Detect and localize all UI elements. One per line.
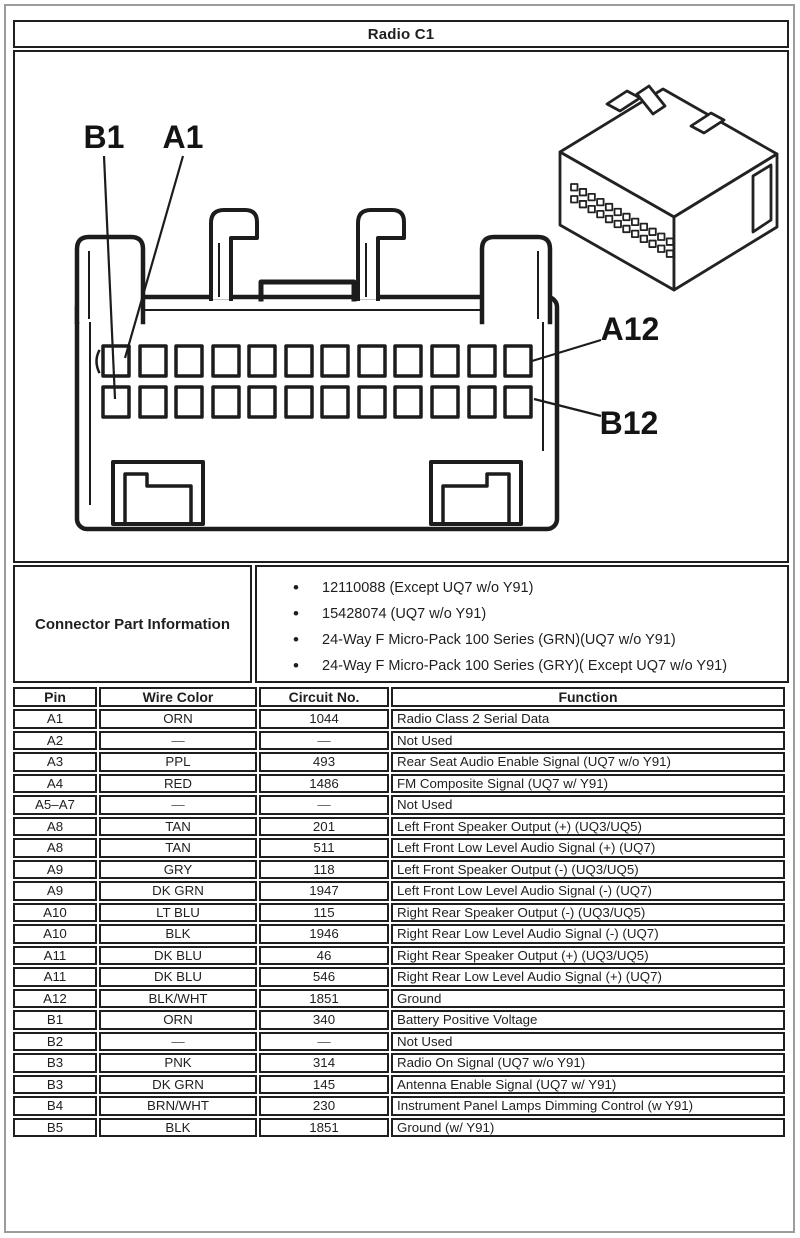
col-header-pin: Pin [13,687,97,707]
circuit-no-cell: 201 [259,817,389,837]
connector-part-info-label: Connector Part Information [34,615,230,633]
pin-table-row [13,817,785,837]
pin-cell: A8 [13,817,97,837]
pin-cell: A4 [13,774,97,794]
wire-color-cell: — [99,1032,257,1052]
pin-table-row [13,731,785,751]
pin-table-row [13,1053,785,1073]
pin-cell: A11 [13,946,97,966]
function-cell: Ground [391,989,785,1009]
page-title: Radio C1 [367,25,435,43]
connector-part-item: • 12110088 (Except UQ7 w/o Y91) [293,575,781,601]
function-cell: Left Front Low Level Audio Signal (-) (UQ7) [391,881,785,901]
connector-isometric-view [560,86,777,290]
pin-cell: B4 [13,1096,97,1116]
pin-table-row [13,881,785,901]
function-cell: FM Composite Signal (UQ7 w/ Y91) [391,774,785,794]
pin-table-row [13,795,785,815]
pin-table-body [13,709,785,1137]
circuit-no-cell: 1947 [259,881,389,901]
circuit-no-cell: — [259,1032,389,1052]
connector-part-item: • 15428074 (UQ7 w/o Y91) [293,601,781,627]
connector-part-list [293,575,781,679]
wire-color-cell: — [99,731,257,751]
function-cell: Right Rear Low Level Audio Signal (+) (UQ7) [391,967,785,987]
wire-color-cell: BLK [99,924,257,944]
circuit-no-cell: 314 [259,1053,389,1073]
content-frame [13,20,789,1139]
function-cell: Instrument Panel Lamps Dimming Control (w Y91) [391,1096,785,1116]
connector-diagram-panel [13,50,789,563]
circuit-no-cell: 145 [259,1075,389,1095]
col-header-wire-color: Wire Color [99,687,257,707]
iso-side-clip [753,165,771,232]
circuit-no-cell: 1044 [259,709,389,729]
circuit-no-cell: 493 [259,752,389,772]
function-cell: Not Used [391,795,785,815]
wire-color-cell: — [99,795,257,815]
pin-table-row [13,989,785,1009]
wire-color-cell: BRN/WHT [99,1096,257,1116]
connector-part-info-row [13,565,789,683]
circuit-no-cell: 1486 [259,774,389,794]
pin-label-b12: B12 [599,405,659,441]
function-cell: Not Used [391,1032,785,1052]
pin-table-row [13,774,785,794]
function-cell: Not Used [391,731,785,751]
wire-color-cell: RED [99,774,257,794]
pin-table-row [13,1010,785,1030]
connector-diagram [15,52,787,561]
function-cell: Right Rear Speaker Output (+) (UQ3/UQ5) [391,946,785,966]
circuit-no-cell: 115 [259,903,389,923]
function-cell: Left Front Speaker Output (-) (UQ3/UQ5) [391,860,785,880]
pin-cell: B3 [13,1075,97,1095]
pin-label-a12: A12 [600,311,660,347]
wire-color-cell: TAN [99,817,257,837]
pin-cell: A10 [13,903,97,923]
circuit-no-cell: 230 [259,1096,389,1116]
pin-table-row [13,967,785,987]
function-cell: Antenna Enable Signal (UQ7 w/ Y91) [391,1075,785,1095]
wire-color-cell: BLK/WHT [99,989,257,1009]
circuit-no-cell: 340 [259,1010,389,1030]
pin-cell: A1 [13,709,97,729]
wire-color-cell: DK BLU [99,946,257,966]
function-cell: Radio Class 2 Serial Data [391,709,785,729]
pin-cell: A8 [13,838,97,858]
pin-cell: B3 [13,1053,97,1073]
pin-cell: A9 [13,860,97,880]
col-header-circuit-no: Circuit No. [259,687,389,707]
pin-label-a1: A1 [162,119,204,155]
right-top-tab [482,237,550,322]
col-header-function: Function [391,687,785,707]
pin-table [11,685,787,1139]
circuit-no-cell: — [259,731,389,751]
pin-label-b1: B1 [83,119,125,155]
wire-color-cell: BLK [99,1118,257,1138]
pin-table-row [13,752,785,772]
pin-cell: B1 [13,1010,97,1030]
pin-table-row [13,860,785,880]
wire-color-cell: DK GRN [99,1075,257,1095]
circuit-no-cell: 1851 [259,989,389,1009]
pin-cell: A2 [13,731,97,751]
function-cell: Left Front Speaker Output (+) (UQ3/UQ5) [391,817,785,837]
pin-table-row [13,1032,785,1052]
wire-color-cell: TAN [99,838,257,858]
wire-color-cell: DK BLU [99,967,257,987]
wire-color-cell: ORN [99,709,257,729]
title-bar [13,20,789,48]
circuit-no-cell: 1851 [259,1118,389,1138]
pin-table-row [13,709,785,729]
pin-table-row [13,1118,785,1138]
circuit-no-cell: 46 [259,946,389,966]
function-cell: Radio On Signal (UQ7 w/o Y91) [391,1053,785,1073]
function-cell: Right Rear Low Level Audio Signal (-) (UQ7) [391,924,785,944]
circuit-no-cell: 511 [259,838,389,858]
pin-table-row [13,946,785,966]
function-cell: Ground (w/ Y91) [391,1118,785,1138]
function-cell: Battery Positive Voltage [391,1010,785,1030]
wire-color-cell: PPL [99,752,257,772]
pin-table-row [13,1075,785,1095]
pin-cell: B2 [13,1032,97,1052]
circuit-no-cell: 118 [259,860,389,880]
pin-cell: A3 [13,752,97,772]
circuit-no-cell: — [259,795,389,815]
circuit-no-cell: 546 [259,967,389,987]
function-cell: Left Front Low Level Audio Signal (+) (UQ7) [391,838,785,858]
latch-hook-left [211,210,257,299]
wire-color-cell: LT BLU [99,903,257,923]
latch-hook-right [358,210,404,299]
pin-table-row [13,924,785,944]
function-cell: Right Rear Speaker Output (-) (UQ3/UQ5) [391,903,785,923]
connector-part-item: • 24-Way F Micro-Pack 100 Series (GRY)( Except UQ7 w/o Y91) [293,653,781,679]
wire-color-cell: PNK [99,1053,257,1073]
pin-cell: A5–A7 [13,795,97,815]
connector-front-view [77,210,557,529]
pin-cell: A12 [13,989,97,1009]
pin-cell: A9 [13,881,97,901]
pin-table-row [13,903,785,923]
pin-cell: A11 [13,967,97,987]
connector-part-info-label-cell [13,565,252,683]
wire-color-cell: GRY [99,860,257,880]
wire-color-cell: ORN [99,1010,257,1030]
circuit-no-cell: 1946 [259,924,389,944]
pin-table-row [13,838,785,858]
pin-table-row [13,1096,785,1116]
pin-cell: A10 [13,924,97,944]
pin-cell: B5 [13,1118,97,1138]
connector-part-item: • 24-Way F Micro-Pack 100 Series (GRN)(UQ7 w/o Y91) [293,627,781,653]
wire-color-cell: DK GRN [99,881,257,901]
function-cell: Rear Seat Audio Enable Signal (UQ7 w/o Y91) [391,752,785,772]
connector-part-info-list-cell [255,565,789,683]
pin-table-header-row [13,687,785,707]
